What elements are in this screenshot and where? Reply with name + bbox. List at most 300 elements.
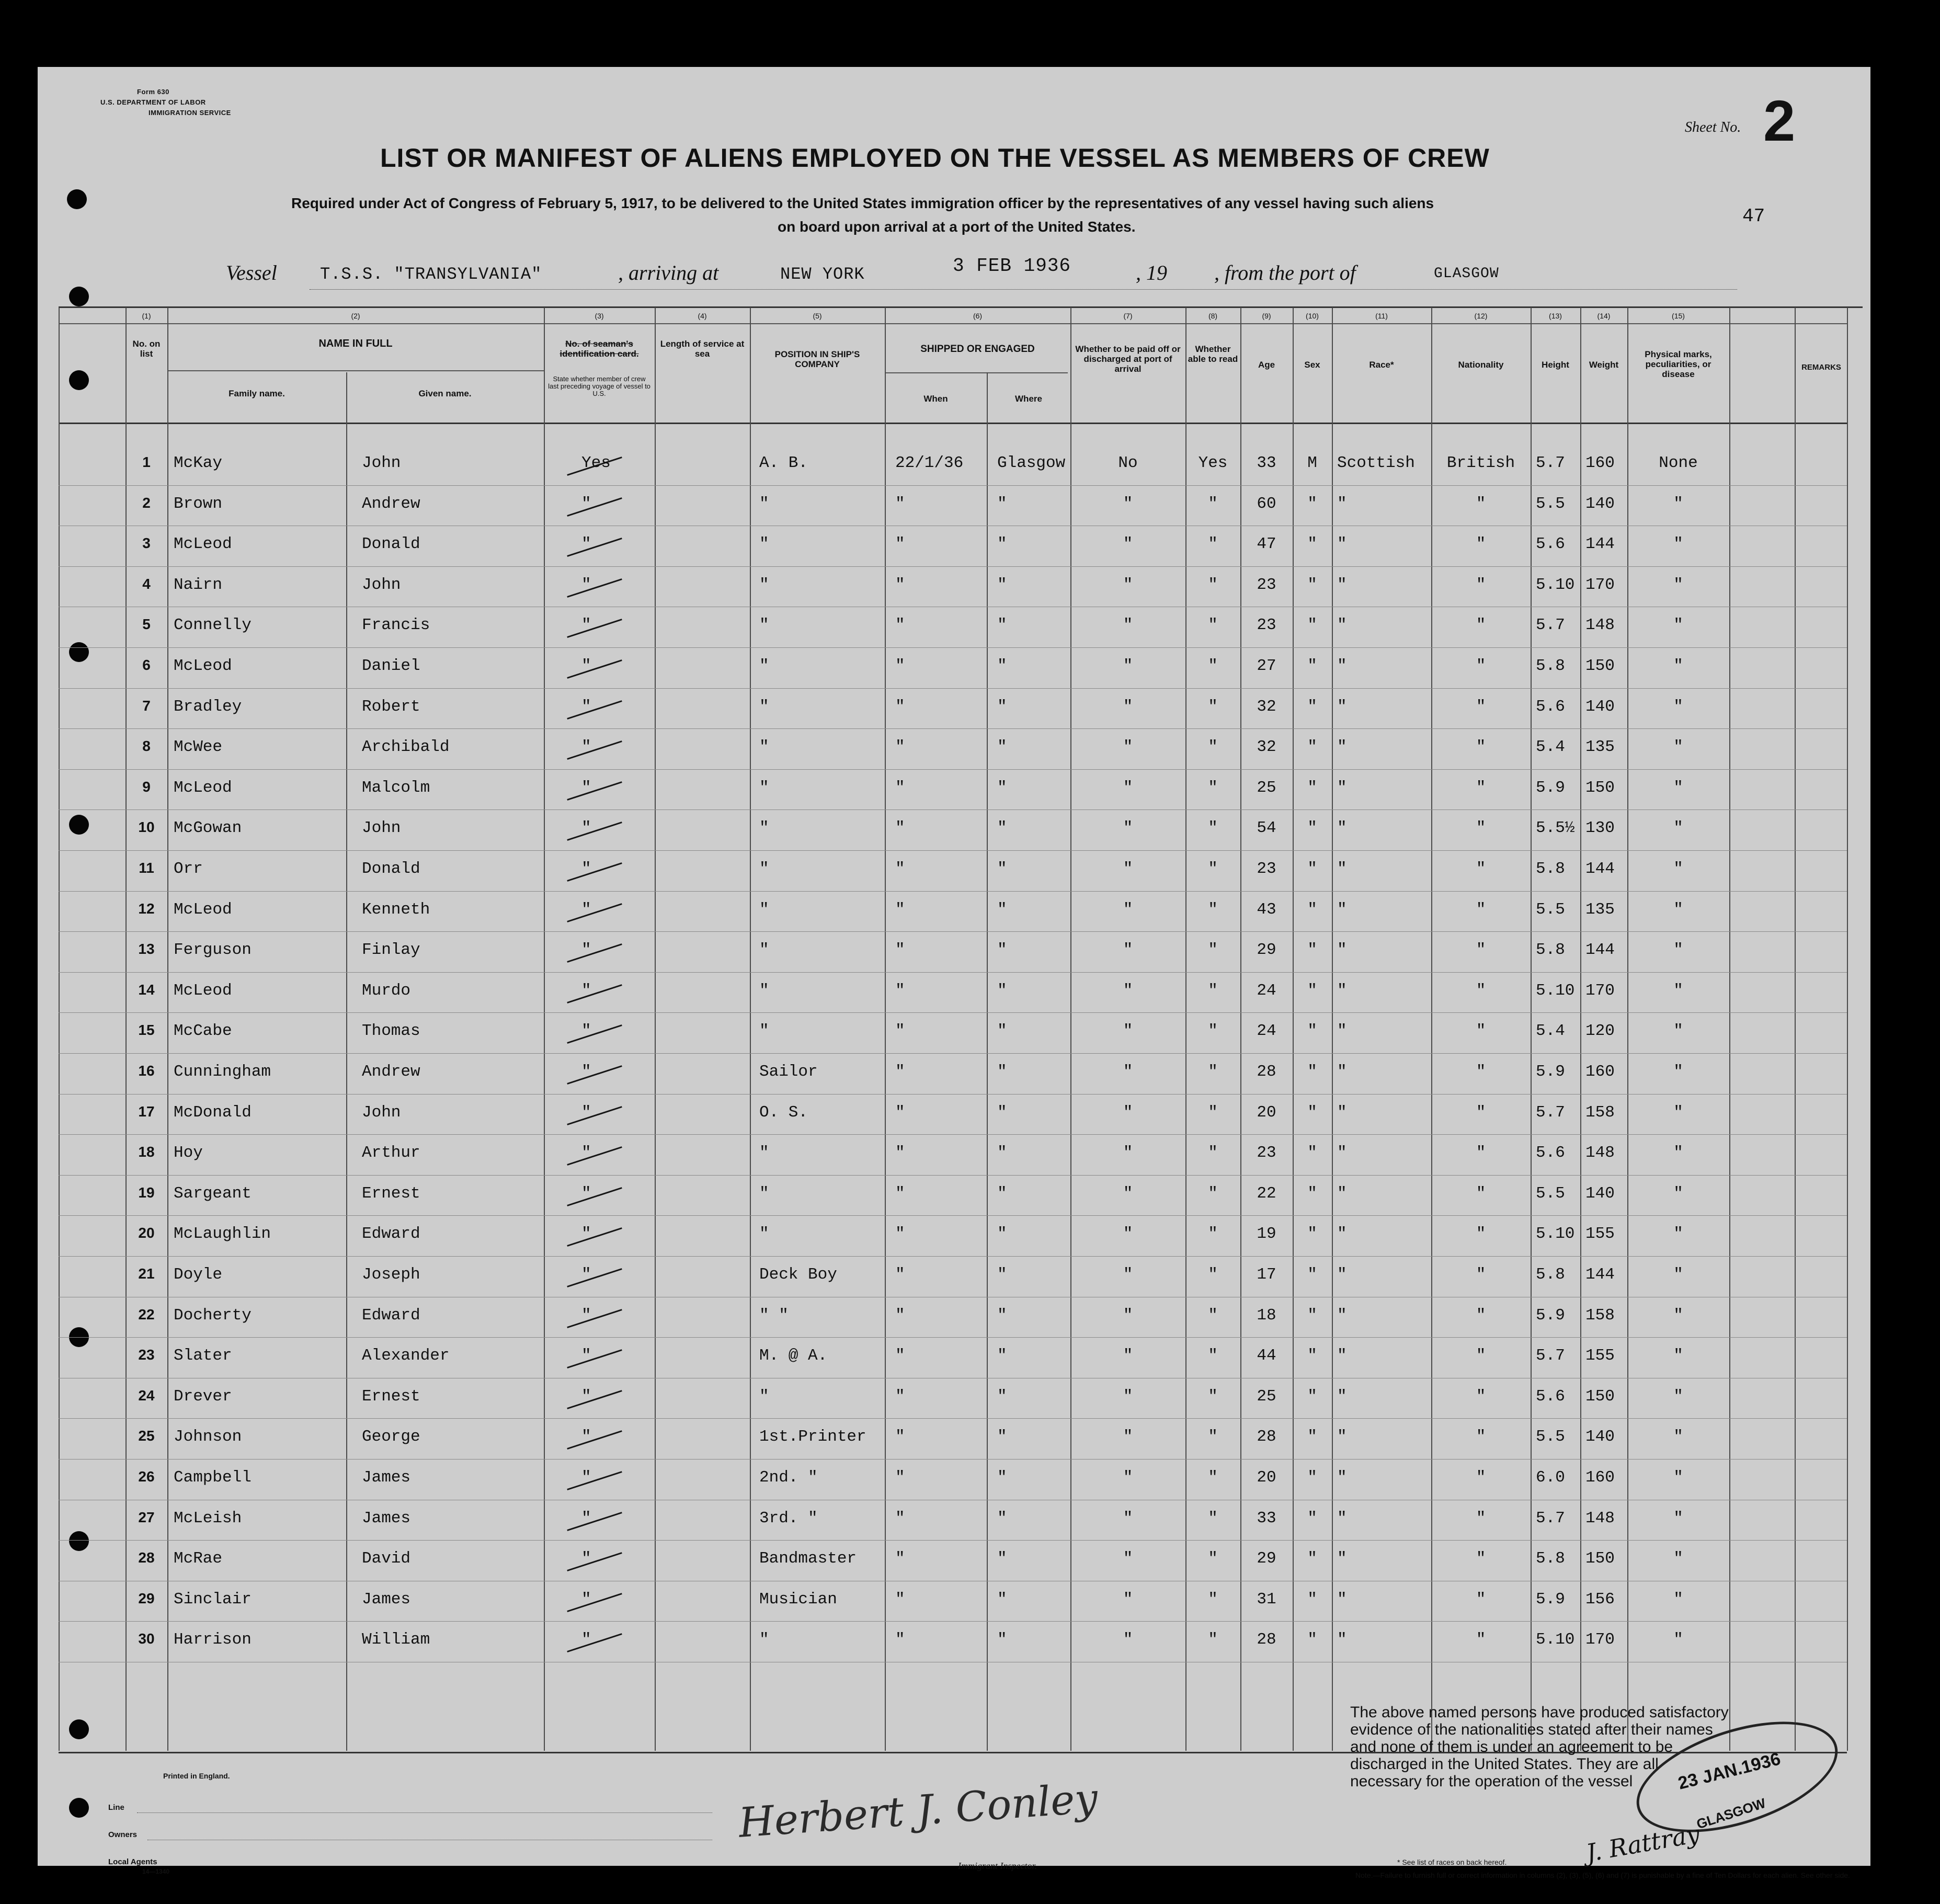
row-position: " [759,738,769,757]
row-no: 20 [138,1225,155,1241]
row-prev: " [581,1144,591,1162]
row-position: " [759,1387,769,1406]
row-height: 5.6 [1536,535,1565,554]
row-no: 21 [138,1265,155,1282]
row-weight: 144 [1585,860,1615,878]
row-nat: " [1476,819,1486,838]
row-family: McLeod [174,900,232,919]
row-weight: 170 [1585,575,1615,594]
row-position: " [759,1225,769,1244]
row-age: 20 [1257,1468,1276,1487]
row-position: " [759,778,769,797]
row-phys: " [1673,1468,1683,1487]
row-read: " [1208,1387,1218,1406]
row-paid: " [1123,860,1133,878]
row-position: " [759,1631,769,1649]
row-paid: " [1123,738,1133,757]
row-weight: 148 [1585,1144,1615,1162]
row-family: McCabe [174,1022,232,1041]
row-prev: " [581,1347,591,1365]
row-position: 1st.Printer [759,1428,866,1446]
vessel-label: Vessel [226,261,277,284]
inspector-label: Immigrant Inspector. [958,1861,1037,1871]
col-age: Age [1258,360,1275,370]
arriving-label: , arriving at [618,261,719,284]
col-rule [1531,307,1532,1751]
row-nat: " [1476,1063,1486,1081]
row-given: Finlay [362,941,420,960]
row-sex: " [1307,1428,1317,1446]
row-height: 5.10 [1536,1631,1575,1649]
row-height: 5.7 [1536,1103,1565,1122]
row-no: 9 [142,778,151,795]
col-race: Race* [1369,360,1394,370]
row-nat: " [1476,1103,1486,1122]
row-prev: " [581,1306,591,1325]
row-position: A. B. [759,454,808,472]
row-read: " [1208,1509,1218,1527]
row-position: " [759,1144,769,1162]
row-no: 10 [138,819,155,836]
row-no: 13 [138,941,155,957]
colnum: (8) [1208,312,1218,320]
row-age: 28 [1257,1428,1276,1446]
row-prev: Yes [581,454,611,472]
row-no: 7 [142,697,151,714]
row-when: " [895,1022,905,1041]
row-read: " [1208,535,1218,554]
row-rule [59,891,1847,892]
col-rule [885,307,886,1751]
row-paid: " [1123,697,1133,716]
row-nat: " [1476,1428,1486,1446]
row-paid: No [1118,454,1138,472]
colnum: (12) [1474,312,1488,320]
colnum: (10) [1306,312,1319,320]
row-given: Malcolm [362,778,430,797]
row-race: " [1337,738,1347,757]
row-family: McLaughlin [174,1225,271,1244]
row-phys: " [1673,697,1683,716]
row-height: 5.9 [1536,1590,1565,1609]
row-nat: " [1476,1265,1486,1284]
row-height: 5.5 [1536,1184,1565,1203]
row-read: " [1208,1022,1218,1041]
col-weight: Weight [1589,360,1619,370]
row-position: Sailor [759,1063,818,1081]
row-no: 26 [138,1468,155,1485]
row-prev: " [581,616,591,635]
row-read: " [1208,1428,1218,1446]
row-race: " [1337,1184,1347,1203]
row-nat: " [1476,941,1486,960]
row-prev: " [581,535,591,554]
row-age: 25 [1257,1387,1276,1406]
page-title: LIST OR MANIFEST OF ALIENS EMPLOYED ON THE VESSEL AS MEMBERS OF CREW [380,143,1490,173]
row-paid: " [1123,1063,1133,1081]
row-rule [59,728,1847,729]
row-paid: " [1123,1631,1133,1649]
row-when: " [895,1549,905,1568]
row-family: Docherty [174,1306,252,1325]
row-prev: " [581,1387,591,1406]
punch-hole [69,815,89,835]
row-weight: 150 [1585,1387,1615,1406]
row-sex: " [1307,535,1317,554]
row-weight: 135 [1585,900,1615,919]
sheet-number: 2 [1763,89,1796,153]
col-height: Height [1542,360,1569,370]
row-position: " [759,1022,769,1041]
row-sex: " [1307,616,1317,635]
row-sex: " [1307,1225,1317,1244]
row-phys: " [1673,494,1683,513]
row-family: McWee [174,738,223,757]
header-bottom-rule [59,423,1847,424]
row-weight: 160 [1585,1468,1615,1487]
row-when: " [895,1184,905,1203]
row-phys: " [1673,1387,1683,1406]
row-where: " [997,1184,1007,1203]
row-where: " [997,1144,1007,1162]
row-race: " [1337,1509,1347,1527]
row-sex: " [1307,1103,1317,1122]
row-phys: " [1673,981,1683,1000]
row-given: Thomas [362,1022,420,1041]
row-race: Scottish [1337,454,1415,472]
row-nat: " [1476,1631,1486,1649]
arrival-date: 3 FEB 1936 [953,255,1071,277]
row-given: James [362,1509,411,1527]
row-given: Daniel [362,657,420,675]
row-no: 8 [142,738,151,755]
row-sex: " [1307,697,1317,716]
row-where: " [997,535,1007,554]
owners-label: Owners [108,1830,138,1839]
row-where: " [997,738,1007,757]
row-rule [59,688,1847,689]
row-height: 5.5½ [1536,819,1575,838]
row-rule [59,1621,1847,1622]
row-prev: " [581,1428,591,1446]
row-family: Sinclair [174,1590,252,1609]
row-given: Ernest [362,1184,420,1203]
row-paid: " [1123,657,1133,675]
row-rule [59,485,1847,486]
subtitle-line2: on board upon arrival at a port of the United States. [778,219,1136,235]
col-family-name: Family name. [229,389,285,398]
row-prev: " [581,1509,591,1527]
row-race: " [1337,616,1347,635]
col-position: POSITION IN SHIP'S COMPANY [774,349,860,369]
row-given: David [362,1549,411,1568]
row-when: " [895,981,905,1000]
row-race: " [1337,535,1347,554]
row-when: " [895,1306,905,1325]
row-paid: " [1123,778,1133,797]
row-given: John [362,454,401,472]
row-rule [59,647,1847,648]
row-when: " [895,941,905,960]
row-paid: " [1123,819,1133,838]
row-sex: " [1307,1468,1317,1487]
line-label: Line [108,1803,124,1812]
row-given: Donald [362,535,420,554]
row-race: " [1337,900,1347,919]
row-age: 18 [1257,1306,1276,1325]
row-where: " [997,900,1007,919]
row-given: Alexander [362,1347,450,1365]
row-sex: " [1307,941,1317,960]
col-nationality: Nationality [1458,360,1504,370]
row-phys: " [1673,1428,1683,1446]
row-phys: " [1673,1549,1683,1568]
row-weight: 144 [1585,1265,1615,1284]
row-family: McLeod [174,657,232,675]
row-where: " [997,1631,1007,1649]
row-when: " [895,616,905,635]
row-no: 19 [138,1184,155,1201]
nationality-stamp-text: The above named persons have produced satisfactory evidence of the nationalities stated after their names and none of them is under an agreement to be discharged in the United States. They are all necessary for the operation of the vessel [1350,1704,1729,1790]
row-when: " [895,535,905,554]
stamp-date: 23 JAN.1936 [1676,1749,1783,1794]
row-read: " [1208,941,1218,960]
col-shipped: SHIPPED OR ENGAGED [920,344,1035,355]
arriving-port: NEW YORK [780,265,865,284]
page-count: 47 [1742,206,1765,227]
row-given: Kenneth [362,900,430,919]
row-height: 5.8 [1536,1549,1565,1568]
row-sex: " [1307,1144,1317,1162]
row-given: Joseph [362,1265,420,1284]
row-nat: " [1476,494,1486,513]
colnum-rule [59,323,1847,324]
row-position: " [759,494,769,513]
punch-hole [69,1531,89,1551]
row-age: 31 [1257,1590,1276,1609]
row-rule [59,566,1847,567]
row-race: " [1337,860,1347,878]
colnum: (6) [973,312,983,320]
row-age: 17 [1257,1265,1276,1284]
row-race: " [1337,1265,1347,1284]
row-given: James [362,1468,411,1487]
row-height: 5.10 [1536,1225,1575,1244]
row-when: " [895,1225,905,1244]
row-where: " [997,819,1007,838]
row-rule [59,1337,1847,1338]
row-nat: " [1476,1225,1486,1244]
row-given: Archibald [362,738,450,757]
row-race: " [1337,1306,1347,1325]
row-race: " [1337,697,1347,716]
sheet-label: Sheet No. [1685,119,1741,135]
row-height: 5.8 [1536,941,1565,960]
row-read: " [1208,860,1218,878]
row-no: 4 [142,575,151,592]
col-rule [167,307,168,1751]
row-prev: " [581,1468,591,1487]
row-age: 25 [1257,778,1276,797]
row-rule [59,850,1847,851]
row-family: Orr [174,860,203,878]
row-prev: " [581,697,591,716]
row-family: Ferguson [174,941,252,960]
row-age: 33 [1257,454,1276,472]
row-family: McLeish [174,1509,242,1527]
row-given: Robert [362,697,420,716]
row-race: " [1337,575,1347,594]
row-nat: " [1476,1590,1486,1609]
row-nat: " [1476,1144,1486,1162]
row-race: " [1337,819,1347,838]
row-paid: " [1123,1225,1133,1244]
row-given: John [362,819,401,838]
row-nat: " [1476,1509,1486,1527]
row-given: Andrew [362,494,420,513]
row-no: 25 [138,1428,155,1444]
row-paid: " [1123,575,1133,594]
row-race: " [1337,1022,1347,1041]
row-when: " [895,819,905,838]
row-where: " [997,697,1007,716]
row-height: 5.8 [1536,657,1565,675]
row-paid: " [1123,1347,1133,1365]
row-prev: " [581,819,591,838]
row-prev: " [581,1184,591,1203]
vessel-underline [310,289,1737,290]
row-given: Arthur [362,1144,420,1162]
row-read: " [1208,697,1218,716]
row-prev: " [581,778,591,797]
row-position: 2nd. " [759,1468,818,1487]
row-family: Harrison [174,1631,252,1649]
row-weight: 148 [1585,616,1615,635]
row-paid: " [1123,1184,1133,1203]
row-position: " [759,941,769,960]
row-no: 1 [142,454,151,470]
row-where: " [997,1428,1007,1446]
row-race: " [1337,1631,1347,1649]
row-read: " [1208,1225,1218,1244]
row-when: " [895,697,905,716]
row-age: 60 [1257,494,1276,513]
row-when: " [895,1103,905,1122]
row-height: 5.10 [1536,981,1575,1000]
row-age: 24 [1257,1022,1276,1041]
col-rule [655,307,656,1751]
row-phys: " [1673,738,1683,757]
row-sex: " [1307,1387,1317,1406]
col-name-in-full: NAME IN FULL [318,338,393,349]
row-sex: M [1307,454,1317,472]
col-rule [544,307,545,1751]
row-when: " [895,1468,905,1487]
row-sex: " [1307,819,1317,838]
row-rule [59,1012,1847,1013]
row-paid: " [1123,1103,1133,1122]
row-phys: " [1673,535,1683,554]
row-where: " [997,1225,1007,1244]
row-sex: " [1307,1063,1317,1081]
row-prev: " [581,981,591,1000]
row-sex: " [1307,1347,1317,1365]
row-sex: " [1307,738,1317,757]
row-race: " [1337,1590,1347,1609]
row-rule [59,1459,1847,1460]
punch-hole [69,370,89,390]
row-age: 33 [1257,1509,1276,1527]
row-height: 5.6 [1536,697,1565,716]
row-family: Sargeant [174,1184,252,1203]
row-weight: 158 [1585,1103,1615,1122]
row-where: " [997,657,1007,675]
row-sex: " [1307,1631,1317,1649]
row-weight: 155 [1585,1347,1615,1365]
row-weight: 140 [1585,1184,1615,1203]
row-phys: " [1673,941,1683,960]
row-weight: 130 [1585,819,1615,838]
row-where: " [997,1590,1007,1609]
row-nat: " [1476,697,1486,716]
from-port: GLASGOW [1434,266,1499,282]
col-length-service: Length of service at sea [660,339,745,359]
row-nat: " [1476,1468,1486,1487]
row-phys: " [1673,1590,1683,1609]
row-no: 11 [139,860,154,876]
row-where: " [997,1468,1007,1487]
row-weight: 170 [1585,1631,1615,1649]
row-where: " [997,1509,1007,1527]
row-paid: " [1123,535,1133,554]
row-prev: " [581,941,591,960]
row-nat: " [1476,738,1486,757]
inspector-signature: Herbert J. Conley [737,1775,1100,1847]
row-where: " [997,494,1007,513]
row-age: 19 [1257,1225,1276,1244]
row-phys: None [1659,454,1698,472]
row-position: Bandmaster [759,1549,857,1568]
row-position: O. S. [759,1103,808,1122]
row-prev: " [581,494,591,513]
row-paid: " [1123,1509,1133,1527]
row-height: 6.0 [1536,1468,1565,1487]
row-prev: " [581,1063,591,1081]
row-race: " [1337,1144,1347,1162]
row-nat: " [1476,657,1486,675]
agents-label: Local Agents [108,1857,157,1866]
printed-note: Printed in England. [163,1772,230,1780]
row-when: " [895,1428,905,1446]
row-height: 5.6 [1536,1144,1565,1162]
row-read: " [1208,981,1218,1000]
agent-signature: J. Rattray [1583,1819,1702,1867]
row-paid: " [1123,1468,1133,1487]
row-given: Edward [362,1225,420,1244]
row-where: " [997,981,1007,1000]
row-age: 44 [1257,1347,1276,1365]
row-height: 5.4 [1536,1022,1565,1041]
table-top-rule [59,306,1863,308]
row-family: Drever [174,1387,232,1406]
row-no: 18 [138,1144,155,1160]
punch-hole [67,189,87,209]
row-position: M. @ A. [759,1347,828,1365]
row-age: 32 [1257,697,1276,716]
row-weight: 140 [1585,697,1615,716]
row-sex: " [1307,900,1317,919]
row-phys: " [1673,900,1683,919]
